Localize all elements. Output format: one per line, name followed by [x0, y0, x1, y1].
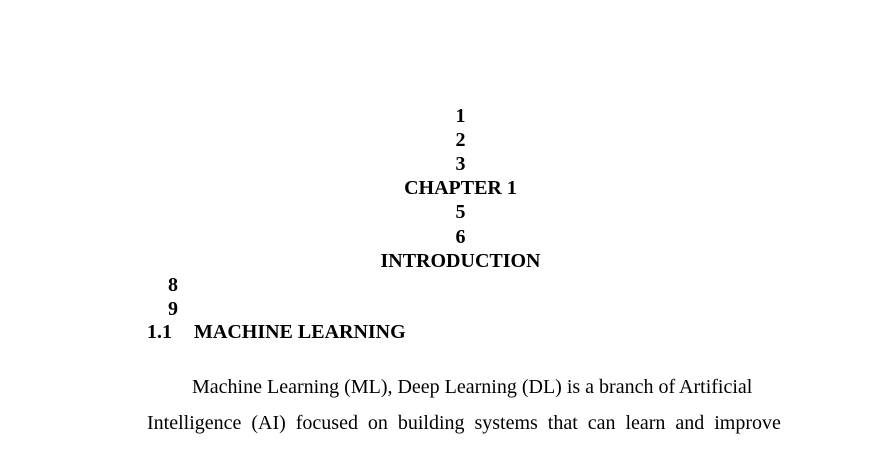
- paragraph-word: on: [367, 412, 388, 434]
- paragraph-word: that: [547, 412, 578, 434]
- section-heading: [147, 320, 406, 344]
- paragraph-line-1: Machine Learning (ML), Deep Learning (DL) is a branch of Artificial: [192, 376, 753, 398]
- chapter-heading: CHAPTER 1: [404, 177, 517, 199]
- paragraph-word: systems: [474, 412, 538, 434]
- line-number-9: 9: [168, 298, 178, 320]
- section-title: MACHINE LEARNING: [194, 321, 406, 343]
- paragraph-line-2: [147, 411, 781, 435]
- line-number-5: 5: [455, 201, 466, 223]
- paragraph-word: focused: [295, 412, 358, 434]
- paragraph-word: and: [675, 412, 705, 434]
- paragraph-word: (AI): [251, 412, 286, 434]
- line-number-6: 6: [455, 226, 466, 248]
- section-number: 1.1: [147, 321, 172, 343]
- line-number-2: 2: [455, 129, 466, 151]
- chapter-title: INTRODUCTION: [380, 250, 541, 272]
- paragraph-word: improve: [714, 412, 781, 434]
- line-number-8: 8: [168, 274, 178, 296]
- paragraph-word: can: [587, 412, 616, 434]
- paragraph-word: Intelligence: [147, 412, 242, 434]
- paragraph-word: building: [397, 412, 465, 434]
- line-number-1: 1: [455, 105, 466, 127]
- line-number-3: 3: [455, 153, 466, 175]
- paragraph-word: learn: [625, 412, 666, 434]
